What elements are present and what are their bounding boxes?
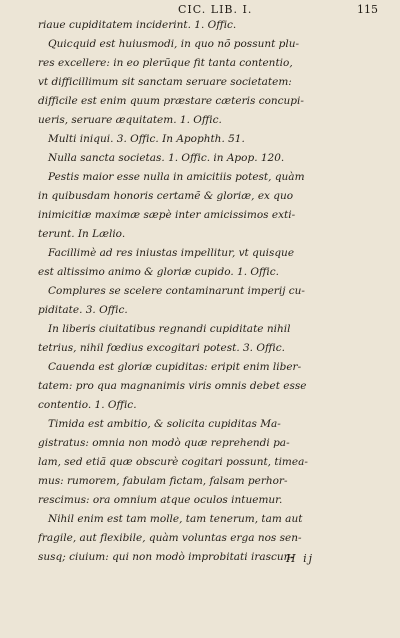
text-line: susq; ciuium: qui non modò improbitati irascun-: [38, 551, 294, 563]
text-line: contentio. 1. Offic.: [38, 399, 137, 411]
text-line: In liberis ciuitatibus regnandi cupiditate nihil: [48, 323, 291, 335]
text-line: gistratus: omnia non modò quæ reprehendi pa-: [38, 437, 290, 449]
text-line: fragile, aut flexibile, quàm voluntas erga nos sen-: [38, 532, 302, 544]
text-line: terunt. In Lælio.: [38, 228, 126, 240]
text-line: Complures se scelere contaminarunt imperij cu-: [48, 285, 305, 297]
signature-mark: H ij: [286, 552, 315, 565]
running-title: CIC. LIB. I.: [178, 3, 253, 16]
text-line: vt difficillimum sit sanctam seruare societatem:: [38, 76, 292, 88]
text-line: inimicitiæ maximæ sæpè inter amicissimos exti-: [38, 209, 296, 221]
text-line: Multi iniqui. 3. Offic. In Apophth. 51.: [48, 133, 245, 145]
text-line: in quibusdam honoris certamẽ & gloriæ, ex quo: [38, 190, 294, 202]
page-number: 115: [357, 3, 378, 16]
text-line: rescimus: ora omnium atque oculos intuemur.: [38, 494, 283, 506]
body-text: [38, 16, 378, 567]
text-line: Nihil enim est tam molle, tam tenerum, tam aut: [48, 513, 303, 525]
text-line: Timida est ambitio, & solicita cupiditas Ma-: [48, 418, 281, 430]
text-line: lam, sed etiã quæ obscurè cogitari possunt, timea-: [38, 456, 308, 468]
text-line: riaue cupiditatem inciderint. 1. Offic.: [38, 19, 237, 31]
text-line: est altissimo animo & gloriæ cupido. 1. Offic.: [38, 266, 280, 278]
text-line: res excellere: in eo plerũque fit tanta contentio,: [38, 57, 293, 69]
text-line: tetrius, nihil fœdius excogitari potest. 3. Offic.: [38, 342, 285, 354]
text-line: ueris, seruare æquitatem. 1. Offic.: [38, 114, 222, 126]
text-line: Pestis maior esse nulla in amicitiis potest, quàm: [48, 171, 305, 183]
text-line: Quicquid est huiusmodi, in quo nõ possunt plu-: [48, 38, 300, 50]
text-line: piditate. 3. Offic.: [38, 304, 128, 316]
text-line: tatem: pro qua magnanimis viris omnis debet esse: [38, 380, 307, 392]
text-line: Facillimè ad res iniustas impellitur, vt quisque: [48, 247, 295, 259]
text-line: Cauenda est gloriæ cupiditas: eripit enim liber-: [48, 361, 302, 373]
text-line: Nulla sancta societas. 1. Offic. in Apop. 120.: [48, 152, 285, 164]
text-line: mus: rumorem, fabulam fictam, falsam perhor-: [38, 475, 288, 487]
text-line: difficile est enim quum præstare cæteris concupi-: [38, 95, 304, 107]
